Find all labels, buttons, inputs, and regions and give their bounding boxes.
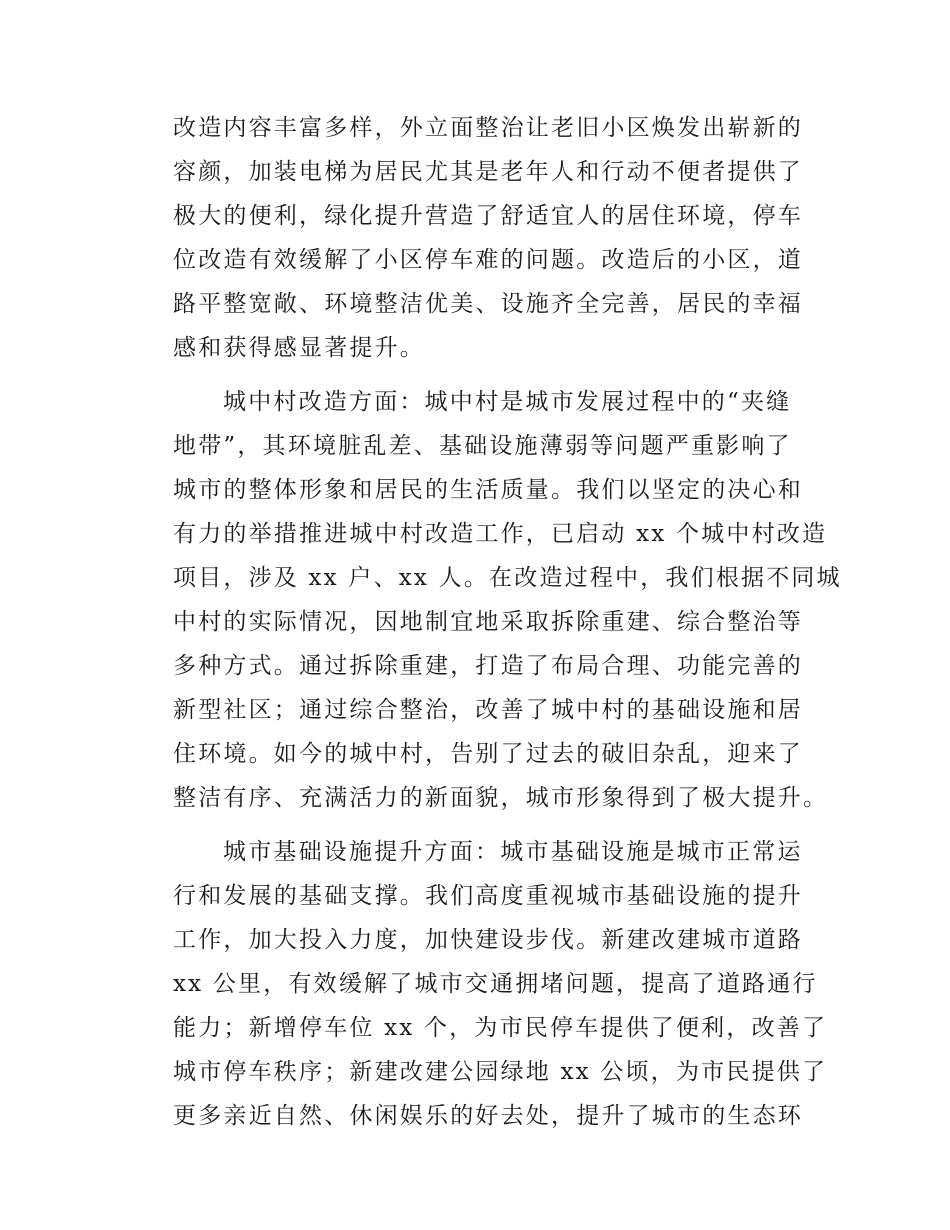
text-line: 改造内容丰富多样，外立面整治让老旧小区焕发出崭新的 <box>173 115 803 141</box>
paragraph-spacer <box>173 820 813 830</box>
text-line: 路平整宽敞、环境整洁优美、设施齐全完善，居民的幸福 <box>173 291 803 317</box>
text-line: 城中村改造方面：城中村是城市发展过程中的“夹缝 <box>223 389 792 415</box>
text-line: 感和获得感显著提升。 <box>173 335 425 361</box>
text-line: 工作，加大投入力度，加快建设步伐。新建改建城市道路 <box>173 927 803 953</box>
text-line: xx 公里，有效缓解了城市交通拥堵问题，提高了道路通行 <box>173 971 818 997</box>
text-line: 能力；新增停车位 xx 个，为市民停车提供了便利，改善了 <box>173 1015 828 1041</box>
text-line: 城市的整体形象和居民的生活质量。我们以坚定的决心和 <box>173 477 803 503</box>
text-line: 行和发展的基础支撑。我们高度重视城市基础设施的提升 <box>173 883 803 909</box>
text-line: 有力的举措推进城中村改造工作，已启动 xx 个城中村改造 <box>173 521 828 547</box>
paragraph-infrastructure-improvement <box>173 830 828 1138</box>
text-line: 新型社区；通过综合整治，改善了城中村的基础设施和居 <box>173 697 803 723</box>
paragraph-urban-village-renovation <box>173 380 842 820</box>
text-line: 容颜，加装电梯为居民尤其是老年人和行动不便者提供了 <box>173 159 803 185</box>
text-line: 住环境。如今的城中村，告别了过去的破旧杂乱，迎来了 <box>173 741 803 767</box>
paragraph-spacer <box>173 370 813 380</box>
text-line: 中村的实际情况，因地制宜地采取拆除重建、综合整治等 <box>173 609 803 635</box>
text-line: 整洁有序、充满活力的新面貌，城市形象得到了极大提升。 <box>173 785 829 811</box>
text-line: 多种方式。通过拆除重建，打造了布局合理、功能完善的 <box>173 653 803 679</box>
text-line: 项目，涉及 xx 户、xx 人。在改造过程中，我们根据不同城 <box>173 565 842 591</box>
document-body <box>173 106 842 1138</box>
text-line: 更多亲近自然、休闲娱乐的好去处，提升了城市的生态环 <box>173 1103 803 1129</box>
text-line: 地带”，其环境脏乱差、基础设施薄弱等问题严重影响了 <box>173 433 792 459</box>
text-line: 极大的便利，绿化提升营造了舒适宜人的居住环境，停车 <box>173 203 803 229</box>
text-line: 位改造有效缓解了小区停车难的问题。改造后的小区，道 <box>173 247 803 273</box>
paragraph-old-community-renovation <box>173 106 813 370</box>
text-line: 城市基础设施提升方面：城市基础设施是城市正常运 <box>223 839 803 865</box>
text-line: 城市停车秩序；新建改建公园绿地 xx 公顷，为市民提供了 <box>173 1059 828 1085</box>
